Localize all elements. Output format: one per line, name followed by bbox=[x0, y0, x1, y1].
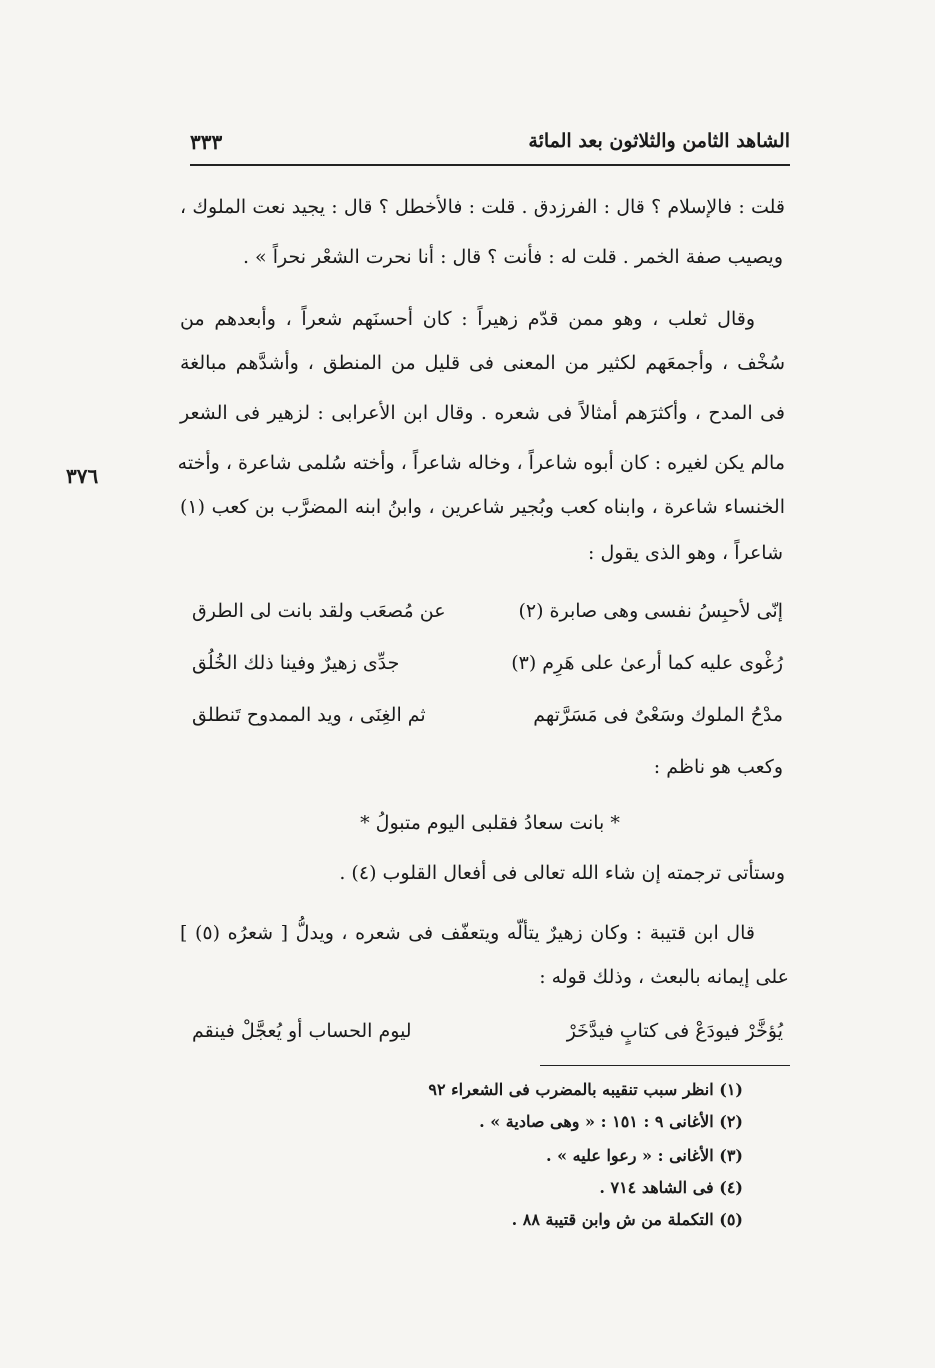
quoted-verse: * بانت سعادُ فقلبى اليوم متبولُ * bbox=[360, 812, 620, 834]
footnote: (١) انظر سبب تنقيبه بالمضرب فى الشعراء ٩٢ bbox=[428, 1080, 743, 1099]
text-line: شاعراً ، وهو الذى يقول : bbox=[588, 542, 783, 564]
text-line: على إيمانه بالبعث ، وذلك قوله : bbox=[539, 966, 789, 988]
verse-hemistich-right: مدْحُ الملوك وسَعْىٌ فى مَسَرَّتهم bbox=[533, 704, 783, 726]
verse-hemistich-right: إنّى لأحبِسُ نفسى وهى صابرة (٢) bbox=[518, 600, 783, 622]
verse-hemistich-left: ثم الغِنَى ، ويد الممدوح تَنطلق bbox=[192, 704, 426, 726]
footnote: (٥) التكملة من ش وابن قتيبة ٨٨ . bbox=[511, 1210, 743, 1229]
text-line: قلت : فالإسلام ؟ قال : الفرزدق . قلت : فالأخطل ؟ قال : يجيد نعت الملوك ، bbox=[180, 196, 785, 218]
verse-hemistich-left: ليوم الحساب أو يُعجَّلْ فينقم bbox=[192, 1020, 412, 1042]
footnote: (٣) الأغانى : « رعوا عليه » . bbox=[545, 1146, 743, 1165]
text-line: وكعب هو ناظم : bbox=[653, 756, 783, 778]
verse-hemistich-right: رُغْوى عليه كما أرعىٰ على هَرِم (٣) bbox=[511, 652, 783, 674]
text-line: وستأتى ترجمته إن شاء الله تعالى فى أفعال القلوب (٤) . bbox=[339, 862, 785, 884]
footnote-rule bbox=[540, 1065, 790, 1066]
text-line: ويصيب صفة الخمر . قلت له : فأنت ؟ قال : أنا نحرت الشعْر نحراً » . bbox=[242, 246, 783, 268]
page-number: ٣٣٣ bbox=[190, 130, 223, 154]
verse-hemistich-right: يُؤخَّرْ فيودَعْ فى كتابٍ فيدَّخَرْ bbox=[566, 1020, 783, 1042]
verse-hemistich-left: عن مُصعَب ولقد بانت لى الطرق bbox=[192, 600, 446, 622]
text-line: وقال ثعلب ، وهو ممن قدّم زهيراً : كان أحسنَهم شعراً ، وأبعدهم من bbox=[180, 308, 755, 330]
footnote: (٢) الأغانى ٩ : ١٥١ : « وهى صادية » . bbox=[479, 1112, 743, 1131]
running-title: الشاهد الثامن والثلاثون بعد المائة bbox=[528, 130, 790, 152]
text-line: الخنساء شاعرة ، وابناه كعب وبُجير شاعرين ، وابنُ ابنه المضرَّب بن كعب (١) bbox=[180, 496, 785, 518]
footnote: (٤) فى الشاهد ٧١٤ . bbox=[599, 1178, 743, 1197]
verse-hemistich-left: جدِّى زهيرٌ وفينا ذلك الخُلُق bbox=[192, 652, 400, 674]
margin-number: ٣٧٦ bbox=[66, 464, 99, 488]
text-line: مالم يكن لغيره : كان أبوه شاعراً ، وخاله شاعراً ، وأخته سُلمى شاعرة ، وأخته bbox=[177, 452, 785, 474]
text-line: قال ابن قتيبة : وكان زهيرٌ يتألّه ويتعفّف فى شعره ، ويدلُّ [ شعرُه (٥) ] bbox=[180, 922, 755, 944]
text-line: سُخْف ، وأجمعَهم لكثير من المعنى فى قليل من المنطق ، وأشدَّهم مبالغة bbox=[180, 352, 785, 374]
text-line: فى المدح ، وأكثرَهم أمثالاً فى شعره . وقال ابن الأعرابى : لزهير فى الشعر bbox=[180, 402, 785, 424]
page-header bbox=[190, 128, 790, 166]
